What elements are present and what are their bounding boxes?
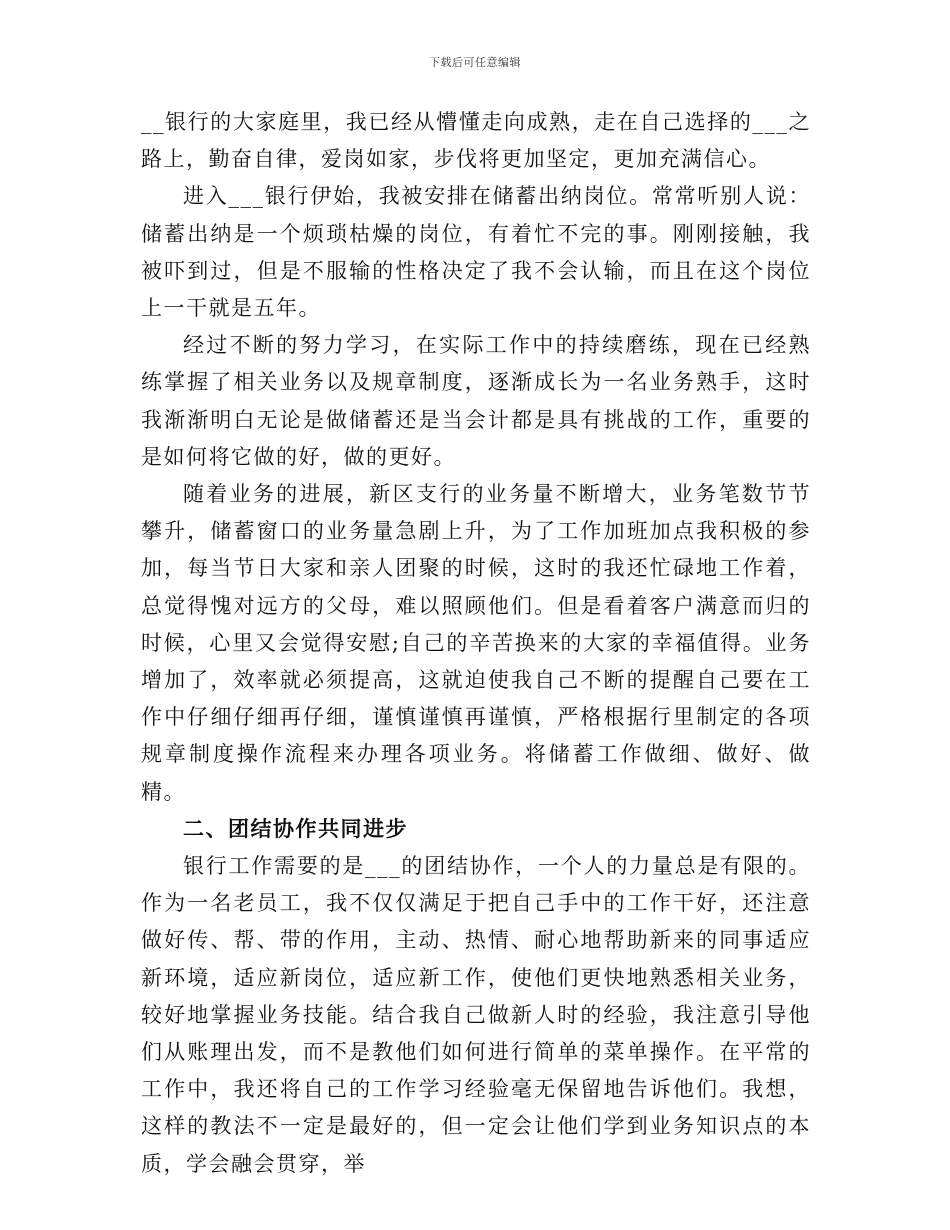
paragraph-3: 经过不断的努力学习，在实际工作中的持续磨练，现在已经熟练掌握了相关业务以及规章制度，逐渐成长为一名业务熟手，这时我渐渐明白无论是做储蓄还是当会计都是具有挑战的工作，重要的是如何将它做的好，做的更好。 bbox=[141, 333, 811, 469]
page-header: 下载后可任意编辑 bbox=[429, 56, 521, 69]
paragraph-5: 银行工作需要的是___的团结协作，一个人的力量总是有限的。作为一名老员工，我不仅仅满足于把自己手中的工作干好，还注意做好传、帮、带的作用，主动、热情、耐心地帮助新来的同事适应新环境，适应新岗位，适应新工作，使他们更快地熟悉相关业务，较好地掌握业务技能。结合我自己做新人时的经验，我注意引导他们从账理出发，而不是教他们如何进行简单的菜单操作。在平常的工作中，我还将自己的工作学习经验毫无保留地告诉他们。我想，这样的教法不一定是最好的，但一定会让他们学到业务知识点的本质，学会融会贯穿，举 bbox=[141, 854, 811, 1176]
paragraph-1: __银行的大家庭里，我已经从懵懂走向成熟，走在自己选择的___之路上，勤奋自律，爱岗如家，步伐将更加坚定，更加充满信心。 bbox=[141, 110, 811, 172]
paragraph-2: 进入___银行伊始，我被安排在储蓄出纳岗位。常常听别人说：储蓄出纳是一个烦琐枯燥的岗位，有着忙不完的事。刚刚接触，我被吓到过，但是不服输的性格决定了我不会认输，而且在这个岗位上一干就是五年。 bbox=[141, 184, 811, 321]
document-body bbox=[141, 104, 811, 1183]
section-heading: 二、团结协作共同进步 bbox=[183, 816, 408, 841]
paragraph-4: 随着业务的进展，新区支行的业务量不断增大，业务笔数节节攀升，储蓄窗口的业务量急剧上升，为了工作加班加点我积极的参加，每当节日大家和亲人团聚的时候，这时的我还忙碌地工作着，总觉得愧对远方的父母，难以照顾他们。但是看着客户满意而归的时候，心里又会觉得安慰;自己的辛苦换来的大家的幸福值得。业务增加了，效率就必须提高，这就迫使我自己不断的提醒自己要在工作中仔细仔细再仔细，谨慎谨慎再谨慎，严格根据行里制定的各项规章制度操作流程来办理各项业务。将储蓄工作做细、做好、做精。 bbox=[141, 482, 811, 804]
